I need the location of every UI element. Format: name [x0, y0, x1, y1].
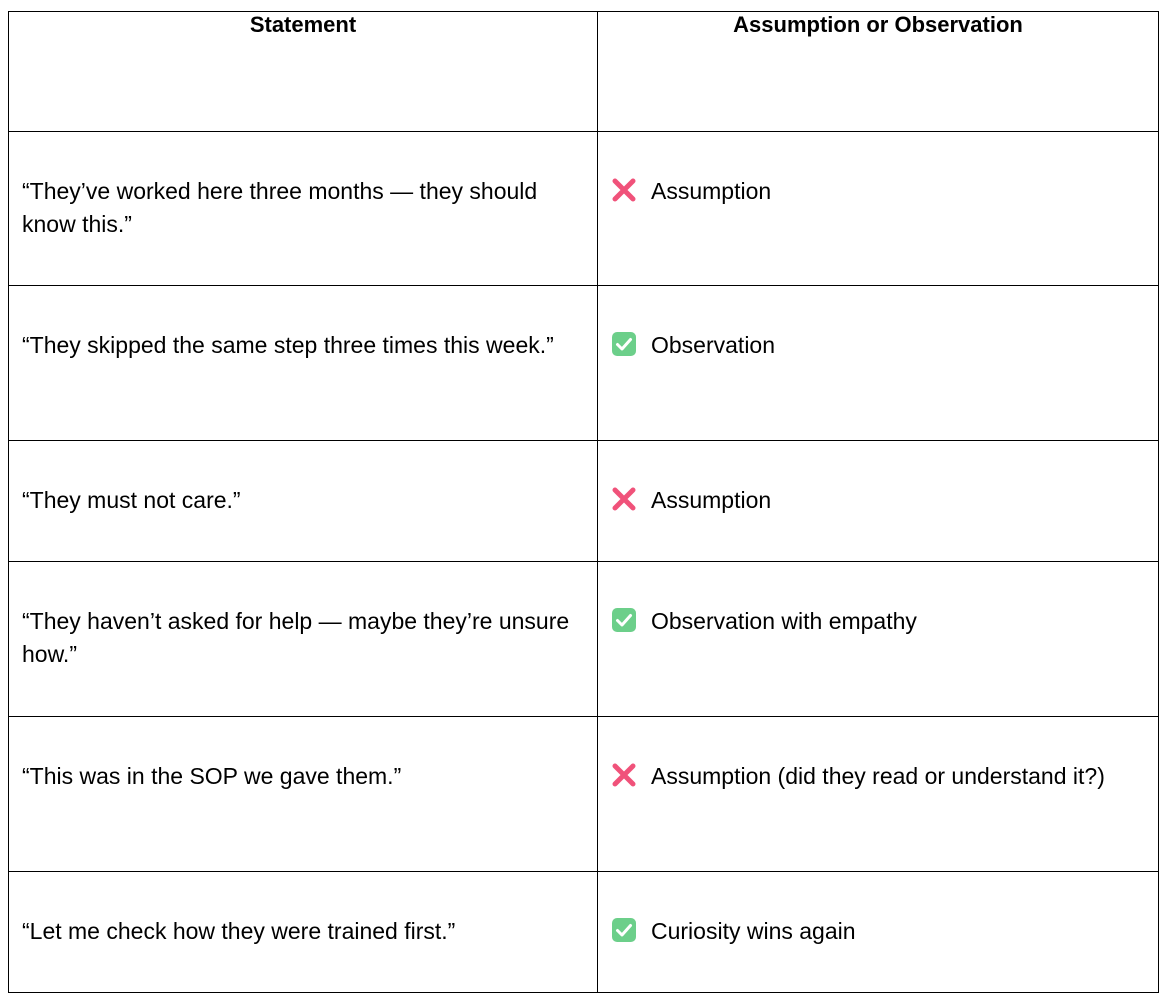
statement-cell	[9, 872, 598, 993]
cross-mark-icon	[611, 486, 637, 512]
classification-cell	[598, 562, 1159, 717]
statement-text: “Let me check how they were trained first.”	[22, 918, 456, 944]
classification-text: Assumption (did they read or understand it?)	[651, 763, 1105, 789]
classification-cell	[598, 286, 1159, 441]
classification-text: Assumption	[651, 487, 772, 513]
table-row	[9, 562, 1159, 717]
classification-cell	[598, 441, 1159, 562]
statement-text: “They skipped the same step three times this week.”	[22, 332, 554, 358]
cross-mark-icon	[611, 762, 637, 788]
statement-table-container	[8, 11, 1159, 993]
header-classification: Assumption or Observation	[598, 12, 1159, 132]
classification-cell	[598, 717, 1159, 872]
table-row	[9, 286, 1159, 441]
classification-cell	[598, 872, 1159, 993]
statement-cell	[9, 286, 598, 441]
classification-cell	[598, 132, 1159, 286]
check-mark-button-icon	[611, 331, 637, 357]
statement-text: “They must not care.”	[22, 487, 241, 513]
cross-mark-icon	[611, 177, 637, 203]
classification-text: Observation	[651, 332, 776, 358]
classification-text: Observation with empathy	[651, 608, 917, 634]
check-mark-button-icon	[611, 917, 637, 943]
table-row	[9, 872, 1159, 993]
statement-cell	[9, 441, 598, 562]
table-header-row	[9, 12, 1159, 132]
statement-text: “They’ve worked here three months — they should know this.”	[22, 178, 538, 237]
classification-text: Curiosity wins again	[651, 918, 856, 944]
statement-text: “They haven’t asked for help — maybe they’re unsure how.”	[22, 608, 570, 667]
statement-cell	[9, 717, 598, 872]
header-statement: Statement	[9, 12, 598, 132]
assumption-observation-table	[8, 11, 1159, 993]
table-row	[9, 717, 1159, 872]
statement-cell	[9, 562, 598, 717]
statement-text: “This was in the SOP we gave them.”	[22, 763, 402, 789]
check-mark-button-icon	[611, 607, 637, 633]
statement-cell	[9, 132, 598, 286]
table-row	[9, 441, 1159, 562]
classification-text: Assumption	[651, 178, 772, 204]
table-row	[9, 132, 1159, 286]
